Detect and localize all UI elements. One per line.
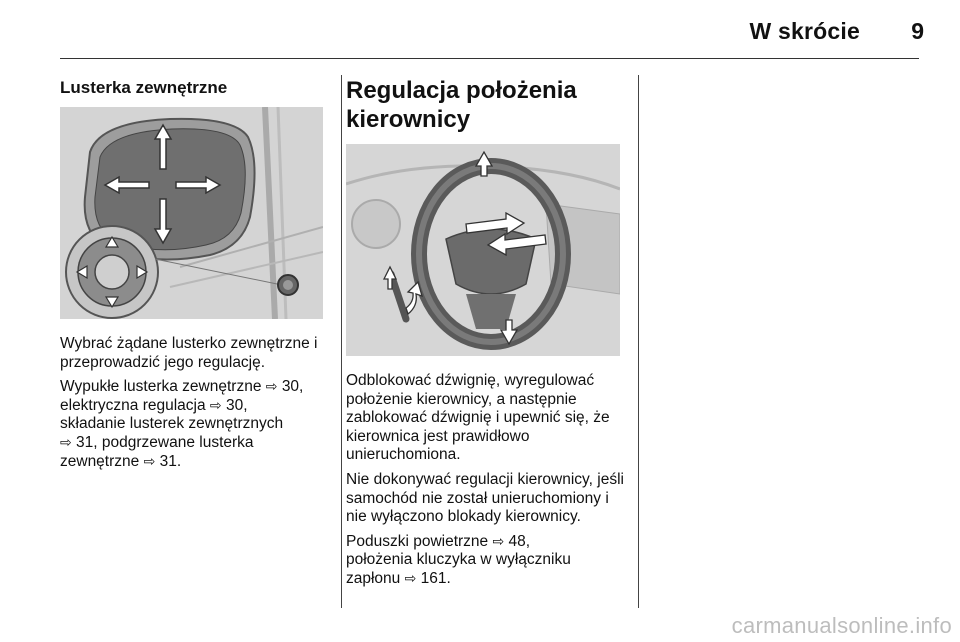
ref-text: elektryczna regulacja bbox=[60, 396, 210, 414]
cross-reference-arrow-icon: ⇨ bbox=[60, 434, 72, 451]
cross-reference-arrow-icon: ⇨ bbox=[209, 397, 222, 414]
header-divider bbox=[60, 58, 919, 59]
column-divider-right bbox=[638, 75, 639, 608]
watermark: carmanualsonline.info bbox=[731, 613, 952, 638]
ref-text: składanie lusterek zewnętrznych bbox=[60, 415, 284, 433]
steering-instruction-text: Odblokować dźwignię, wyregulować położenie kierownicy, a następnie zablokować dźwignię i upewnić się, że kierownica jest prawidłowo unieruchomiona. bbox=[346, 372, 610, 464]
ref-text: zapłonu bbox=[346, 569, 405, 587]
ref-text: Wypukłe lusterka zewnętrzne bbox=[60, 378, 266, 396]
cross-reference-arrow-icon: ⇨ bbox=[404, 570, 417, 587]
section-exterior-mirrors bbox=[60, 78, 328, 477]
ref-text: położenia kluczyka w wyłączniku bbox=[346, 551, 571, 569]
column-divider-left bbox=[341, 75, 342, 608]
heading-line: Regulacja położenia bbox=[346, 77, 577, 104]
steering-references bbox=[346, 533, 626, 589]
cross-reference-arrow-icon: ⇨ bbox=[143, 453, 156, 470]
steering-wheel-figure bbox=[346, 144, 620, 356]
section-heading-steering bbox=[346, 76, 626, 134]
page-reference-link[interactable]: 30, bbox=[225, 396, 248, 414]
page-reference-link[interactable]: 30, bbox=[281, 378, 304, 396]
cross-reference-arrow-icon: ⇨ bbox=[265, 379, 278, 396]
heading-line: kierownicy bbox=[346, 106, 471, 133]
steering-warning-text: Nie dokonywać regulacji kierownicy, jeśli samochód nie został unieruchomiony i nie wyłączono blokady kierownicy. bbox=[346, 470, 624, 526]
ref-text: Poduszki powietrzne bbox=[346, 532, 493, 550]
page-header bbox=[0, 0, 960, 60]
mirror-adjustment-figure bbox=[60, 107, 323, 319]
page-reference-link[interactable]: 161. bbox=[420, 569, 451, 587]
page-header-title: W skrócie bbox=[749, 18, 860, 44]
page-reference-link[interactable]: 48, bbox=[508, 532, 531, 550]
mirror-adjustment-icon bbox=[60, 107, 323, 319]
section-heading-mirrors: Lusterka zewnętrzne bbox=[60, 78, 228, 97]
ref-text: zewnętrzne bbox=[60, 452, 144, 470]
page-number: 9 bbox=[911, 18, 924, 44]
cross-reference-arrow-icon: ⇨ bbox=[492, 533, 505, 550]
mirrors-instruction-text: Wybrać żądane lusterko zewnętrzne i przeprowadzić jego regulację. bbox=[60, 335, 318, 371]
page-reference-link[interactable]: 31, podgrzewane lusterka bbox=[76, 433, 254, 451]
steering-wheel-icon bbox=[346, 144, 620, 356]
section-steering-wheel bbox=[346, 76, 626, 595]
page-reference-link[interactable]: 31. bbox=[159, 452, 182, 470]
mirrors-references bbox=[60, 378, 328, 471]
